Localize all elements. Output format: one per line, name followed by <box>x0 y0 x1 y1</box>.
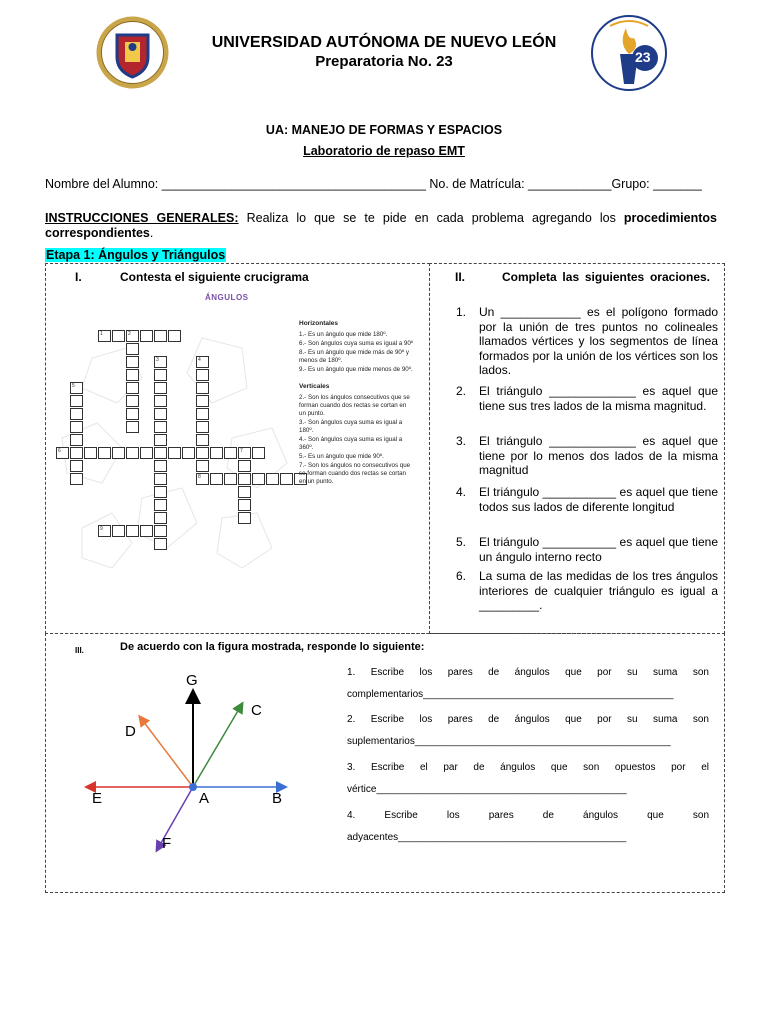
crossword-cell[interactable] <box>154 382 167 394</box>
crossword-cell[interactable] <box>238 512 251 524</box>
sentence-item <box>456 485 718 514</box>
crossword-number: 7 <box>240 448 243 454</box>
question-line2: adyacentes_________________________________________ <box>347 832 627 843</box>
crossword-cell[interactable] <box>266 473 279 485</box>
sentence-item <box>456 569 718 613</box>
vertical-clue: 5.- Es un ángulo que mide 90º. <box>299 453 384 460</box>
crossword-cell[interactable] <box>168 447 181 459</box>
instructions-label: INSTRUCCIONES GENERALES: <box>45 211 239 225</box>
vertical-clue: 4.- Son ángulos cuya suma es igual a 360º. <box>299 436 403 451</box>
crossword-cell[interactable] <box>126 447 139 459</box>
crossword-cell[interactable] <box>126 525 139 537</box>
crossword-cell[interactable] <box>112 330 125 342</box>
crossword-title: ÁNGULOS <box>205 293 249 302</box>
crossword-cell[interactable] <box>196 421 209 433</box>
crossword-cell[interactable] <box>140 525 153 537</box>
horizontal-title: Horizontales <box>299 320 339 327</box>
crossword-cell[interactable] <box>126 395 139 407</box>
crossword-number: 4 <box>198 357 201 363</box>
crossword-cell[interactable] <box>196 369 209 381</box>
stage-title: Etapa 1: Ángulos y Triángulos <box>46 248 226 262</box>
crossword-cell[interactable] <box>126 408 139 420</box>
crossword-cell[interactable] <box>154 408 167 420</box>
horizontal-clue: 9.- Es un ángulo que mide menos de 90º. <box>299 366 413 373</box>
crossword-cell[interactable] <box>126 382 139 394</box>
sentence-text: El triángulo ___________ es aquel que tiene todos sus lados de diferente longitud <box>479 485 718 514</box>
sentence-number: 5. <box>456 535 467 549</box>
angles-figure <box>75 670 305 860</box>
sentence-number: 4. <box>456 485 467 499</box>
crossword-cell[interactable] <box>154 473 167 485</box>
sentence-item <box>456 384 718 413</box>
sentence-number: 3. <box>456 434 467 448</box>
sentence-item <box>456 305 718 378</box>
vertical-clue: 2.- Son los ángulos consecutivos que se forman cuando dos rectas se cortan en un punto. <box>299 394 410 417</box>
ray-ad <box>140 717 193 787</box>
crossword-cell[interactable] <box>224 447 237 459</box>
question <box>347 709 709 753</box>
crossword-cell[interactable] <box>70 421 83 433</box>
horizontal-clue: 6.- Son ángulos cuya suma es igual a 90º <box>299 340 414 347</box>
crossword-cell[interactable] <box>70 408 83 420</box>
crossword-number: 1 <box>100 331 103 337</box>
crossword-cell[interactable] <box>154 434 167 446</box>
student-line: Nombre del Alumno: ______________________________________ No. de Matrícula: ____________Grupo: _______ <box>45 177 702 191</box>
sentence-text: La suma de las medidas de los tres ángulos interiores de cualquier triángulo es igual a _________. <box>479 569 718 612</box>
crossword-cell[interactable] <box>196 447 209 459</box>
university-name: UNIVERSIDAD AUTÓNOMA DE NUEVO LEÓN <box>211 34 557 51</box>
crossword-cell[interactable] <box>112 447 125 459</box>
crossword-cell[interactable] <box>196 434 209 446</box>
horizontal-clue: 1.- Es un ángulo que mide 180º. <box>299 331 388 338</box>
crossword-cell[interactable] <box>70 434 83 446</box>
crossword-cell[interactable] <box>84 447 97 459</box>
instructions-text: Realiza lo que se te pide en cada problema agregando los <box>238 211 624 225</box>
label-a: A <box>199 790 210 807</box>
vertical-title: Verticales <box>299 383 330 390</box>
instructions-end: . <box>149 226 154 240</box>
crossword-cell[interactable] <box>154 369 167 381</box>
crossword-cell[interactable] <box>154 538 167 550</box>
crossword-cell[interactable] <box>210 447 223 459</box>
crossword-cell[interactable] <box>182 447 195 459</box>
crossword-cell[interactable] <box>154 512 167 524</box>
crossword-number: 2 <box>128 331 131 337</box>
crossword-cell[interactable] <box>238 473 251 485</box>
crossword-cell[interactable] <box>196 382 209 394</box>
label-e: E <box>92 790 103 807</box>
crossword-cell[interactable] <box>154 395 167 407</box>
crossword-number: 6 <box>58 448 61 454</box>
label-f: F <box>162 835 172 852</box>
crossword-cell[interactable] <box>196 395 209 407</box>
crossword-cell[interactable] <box>70 447 83 459</box>
crossword-clues <box>299 320 414 487</box>
crossword-cell[interactable] <box>238 499 251 511</box>
sentence-item <box>456 434 718 478</box>
section-iii-roman: III. <box>75 646 84 655</box>
section-ii-roman: II. <box>455 270 466 284</box>
instructions <box>45 211 717 241</box>
ua-title: UA: MANEJO DE FORMAS Y ESPACIOS <box>265 123 503 137</box>
question-line2: vértice_____________________________________________ <box>347 784 627 795</box>
crossword-number: 5 <box>72 383 75 389</box>
crossword-cell[interactable] <box>238 486 251 498</box>
horizontal-clue: 8.- Es un ángulo que mide más de 90º y menos de 180º. <box>299 349 409 364</box>
crossword-cell[interactable] <box>196 460 209 472</box>
crossword-cell[interactable] <box>70 395 83 407</box>
crossword-cell[interactable] <box>252 473 265 485</box>
crossword-cell[interactable] <box>196 408 209 420</box>
school-name: Preparatoria No. 23 <box>315 53 453 70</box>
crossword-cell[interactable] <box>70 460 83 472</box>
crossword-cell[interactable] <box>280 473 293 485</box>
crossword-number: 3 <box>156 357 159 363</box>
crossword-cell[interactable] <box>112 525 125 537</box>
sentence-text: Un ____________ es el polígono formado por la unión de tres puntos no colineales llamados vértices y los segmentos de línea formados por la unión de los vértices son los lados. <box>479 305 718 377</box>
question <box>347 805 709 849</box>
section-i-title: Contesta el siguiente crucigrama <box>120 270 309 284</box>
section-ii-title-text: Completa las siguientes oraciones. <box>502 270 710 284</box>
crossword-cell[interactable] <box>154 499 167 511</box>
label-g: G <box>186 672 198 689</box>
lab-title: Laboratorio de repaso EMT <box>303 144 465 158</box>
sentence-number: 6. <box>456 569 467 583</box>
crossword-cell[interactable] <box>154 525 167 537</box>
instructions-bold: procedimientos correspondientes <box>45 211 717 240</box>
crossword-cell[interactable] <box>126 343 139 355</box>
label-d: D <box>125 723 136 740</box>
crossword-cell[interactable] <box>140 330 153 342</box>
crossword-number: 8 <box>198 474 201 480</box>
crossword-cell[interactable] <box>140 447 153 459</box>
label-c: C <box>251 702 262 719</box>
question <box>347 662 709 706</box>
question-line2: suplementarios______________________________________________ <box>347 736 671 747</box>
crossword-cell[interactable] <box>70 473 83 485</box>
crossword-cell[interactable] <box>126 421 139 433</box>
crossword-cell[interactable] <box>168 330 181 342</box>
sentence-text: El triángulo _____________ es aquel que tiene por lo menos dos lados de la misma magnitud <box>479 434 718 477</box>
vertex-a <box>189 783 197 791</box>
section-ii-title <box>502 270 710 284</box>
crossword-cell[interactable] <box>154 486 167 498</box>
vertical-clue: 3.- Son ángulos cuya suma es igual a 180º. <box>299 419 403 434</box>
crossword-cell[interactable] <box>210 473 223 485</box>
question <box>347 757 709 801</box>
section-i-roman: I. <box>75 270 82 284</box>
crossword-cell[interactable] <box>98 447 111 459</box>
crossword-cell[interactable] <box>252 447 265 459</box>
sentence-text: El triángulo _____________ es aquel que tiene sus tres lados de la misma magnitud. <box>479 384 718 413</box>
crossword-cell[interactable] <box>154 460 167 472</box>
crossword-cell[interactable] <box>154 421 167 433</box>
crossword-cell[interactable] <box>154 330 167 342</box>
crossword-cell[interactable] <box>238 460 251 472</box>
question-line2: complementarios_____________________________________________ <box>347 689 674 700</box>
crossword-cell[interactable] <box>154 447 167 459</box>
crossword-cell[interactable] <box>126 369 139 381</box>
crossword-cell[interactable] <box>126 356 139 368</box>
question-line1: 3. Escribe el par de ángulos que son opuestos por el <box>347 762 709 773</box>
label-b: B <box>272 790 283 807</box>
question-line1: 1. Escribe los pares de ángulos que por su suma son <box>347 667 709 678</box>
crossword-cell[interactable] <box>224 473 237 485</box>
sentence-number: 1. <box>456 305 467 319</box>
ray-ac <box>193 704 242 787</box>
sentence-text: El triángulo ___________ es aquel que tiene un ángulo interno recto <box>479 535 718 564</box>
vertical-clue: 7.- Son los ángulos no consecutivos que se forman cuando dos rectas se cortan en un punto. <box>299 462 411 485</box>
question-line1: 4. Escribe los pares de ángulos que son <box>347 810 709 821</box>
crossword-number: 9 <box>100 526 103 532</box>
question-line1: 2. Escribe los pares de ángulos que por su suma son <box>347 714 709 725</box>
section-iii-title: De acuerdo con la figura mostrada, responde lo siguiente: <box>120 641 425 653</box>
sentence-number: 2. <box>456 384 467 398</box>
sentence-item <box>456 535 718 564</box>
prepa23-logo-number: 23 <box>635 49 651 65</box>
